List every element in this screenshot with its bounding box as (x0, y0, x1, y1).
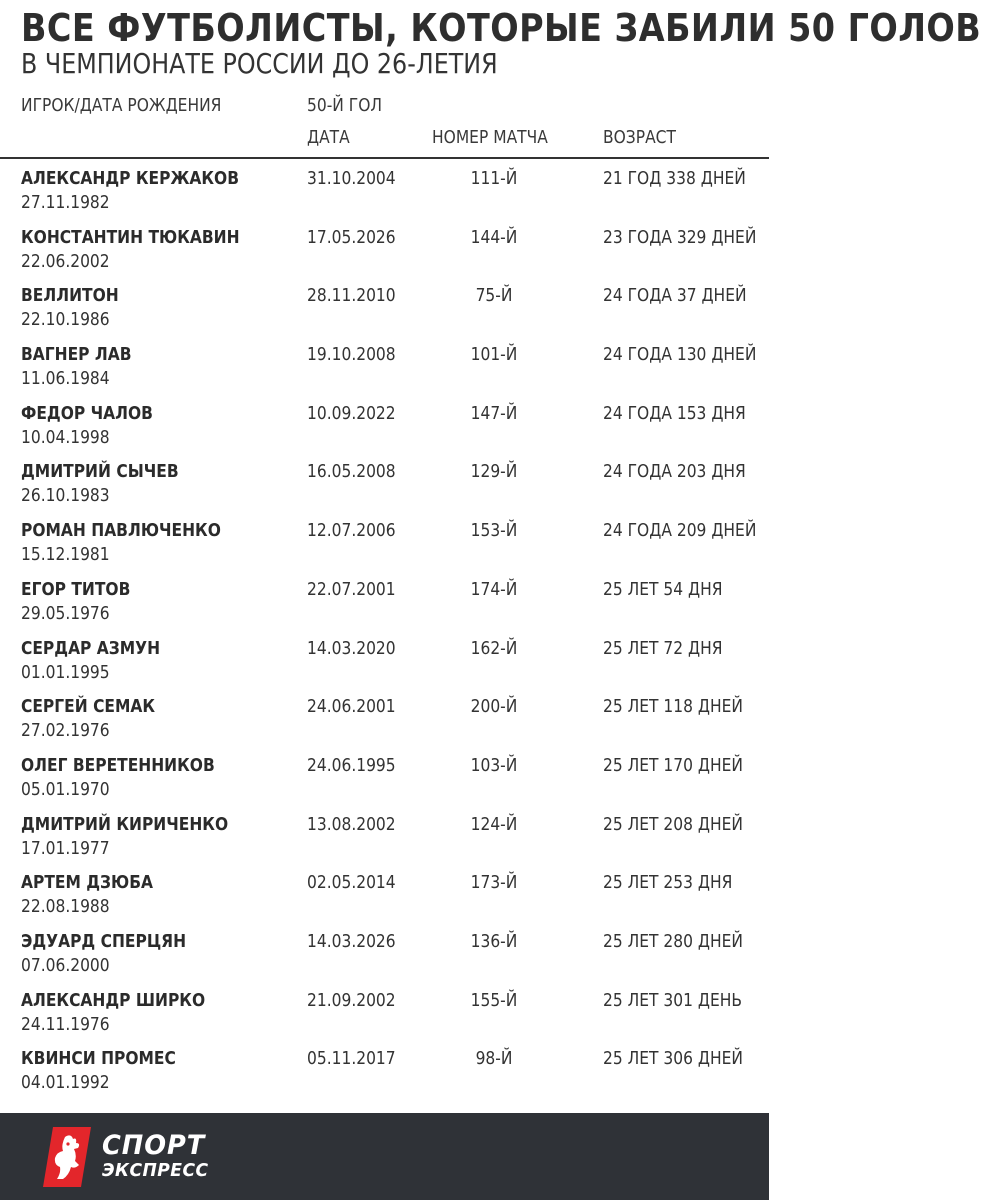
player-age: 21 ГОД 338 ДНЕЙ (603, 168, 746, 189)
match-number: 101-Й (470, 344, 518, 366)
player-age: 25 ЛЕТ 253 ДНЯ (603, 872, 733, 894)
match-number: 147-Й (470, 402, 518, 424)
player-birth-date: 29.05.1976 (21, 602, 110, 624)
table-row (0, 578, 769, 637)
player-age: 24 ГОДА 37 ДНЕЙ (603, 285, 747, 307)
table-row (0, 226, 769, 285)
table-row (0, 167, 769, 226)
player-age: 25 ЛЕТ 208 ДНЕЙ (603, 813, 743, 835)
goal-date: 02.05.2014 (307, 872, 396, 894)
goal-date: 21.09.2002 (307, 989, 396, 1011)
match-number: 173-Й (470, 872, 518, 894)
column-header-match-number: НОМЕР МАТЧА (432, 127, 548, 148)
goal-date: 17.05.2026 (307, 226, 396, 248)
player-birth-date: 04.01.1992 (21, 1072, 110, 1094)
player-birth-date: 22.10.1986 (21, 309, 110, 331)
match-number: 103-Й (470, 754, 518, 776)
player-birth-date: 05.01.1970 (21, 778, 110, 800)
player-birth-date: 22.08.1988 (21, 896, 110, 918)
player-name: ДМИТРИЙ КИРИЧЕНКО (21, 813, 229, 835)
match-number: 75-Й (475, 285, 513, 307)
goal-date: 14.03.2026 (307, 930, 396, 952)
player-birth-date: 22.06.2002 (21, 250, 110, 272)
player-age: 24 ГОДА 209 ДНЕЙ (603, 520, 757, 542)
column-header-player: ИГРОК/ДАТА РОЖДЕНИЯ (21, 95, 222, 116)
table-row (0, 1047, 769, 1106)
player-name: СЕРГЕЙ СЕМАК (21, 696, 156, 718)
goal-date: 13.08.2002 (307, 813, 396, 835)
page-title: ВСЕ ФУТБОЛИСТЫ, КОТОРЫЕ ЗАБИЛИ 50 ГОЛОВ (21, 6, 981, 50)
player-name: РОМАН ПАВЛЮЧЕНКО (21, 520, 221, 542)
player-birth-date: 26.10.1983 (21, 485, 110, 507)
player-age: 25 ЛЕТ 54 ДНЯ (603, 578, 723, 600)
logo-text-sport: СПОРТ (102, 1130, 206, 1161)
goal-date: 24.06.2001 (307, 696, 396, 718)
player-birth-date: 15.12.1981 (21, 544, 110, 566)
match-number: 136-Й (470, 930, 518, 952)
player-birth-date: 07.06.2000 (21, 954, 110, 976)
goal-date: 14.03.2020 (307, 637, 396, 659)
player-birth-date: 01.01.1995 (21, 661, 110, 683)
player-age: 25 ЛЕТ 118 ДНЕЙ (603, 696, 743, 718)
match-number: 174-Й (470, 578, 518, 600)
player-age: 25 ЛЕТ 301 ДЕНЬ (603, 989, 743, 1011)
column-group-50th-goal: 50-Й ГОЛ (307, 95, 383, 116)
match-number: 124-Й (470, 813, 518, 835)
table-row (0, 460, 769, 519)
player-name: СЕРДАР АЗМУН (21, 637, 161, 659)
table-row (0, 519, 769, 578)
match-number: 153-Й (470, 520, 518, 542)
player-age: 24 ГОДА 153 ДНЯ (603, 402, 746, 424)
goal-date: 31.10.2004 (307, 168, 396, 189)
match-number: 155-Й (470, 989, 518, 1011)
player-age: 24 ГОДА 203 ДНЯ (603, 461, 746, 483)
goal-date: 28.11.2010 (307, 285, 396, 307)
match-number: 162-Й (470, 637, 518, 659)
goal-date: 05.11.2017 (307, 1048, 396, 1070)
player-birth-date: 10.04.1998 (21, 426, 110, 448)
logo-text-express: ЭКСПРЕСС (102, 1160, 209, 1181)
player-name: ОЛЕГ ВЕРЕТЕННИКОВ (21, 754, 215, 776)
player-name: ВАГНЕР ЛАВ (21, 344, 132, 366)
table-row (0, 989, 769, 1048)
column-header-age: ВОЗРАСТ (603, 127, 676, 148)
column-header-date: ДАТА (307, 127, 350, 148)
player-name: ДМИТРИЙ СЫЧЕВ (21, 461, 179, 483)
goal-date: 22.07.2001 (307, 578, 396, 600)
player-name: КВИНСИ ПРОМЕС (21, 1048, 176, 1070)
player-name: ЭДУАРД СПЕРЦЯН (21, 930, 187, 952)
player-name: КОНСТАНТИН ТЮКАВИН (21, 226, 240, 248)
goal-date: 16.05.2008 (307, 461, 396, 483)
player-name: АЛЕКСАНДР ШИРКО (21, 989, 206, 1011)
player-age: 25 ЛЕТ 280 ДНЕЙ (603, 930, 743, 952)
player-birth-date: 11.06.1984 (21, 368, 110, 390)
player-age: 23 ГОДА 329 ДНЕЙ (603, 226, 757, 248)
goal-date: 12.07.2006 (307, 520, 396, 542)
player-birth-date: 24.11.1976 (21, 1013, 110, 1035)
match-number: 144-Й (470, 226, 518, 248)
match-number: 129-Й (470, 461, 518, 483)
match-number: 200-Й (470, 696, 518, 718)
goal-date: 19.10.2008 (307, 344, 396, 366)
page-subtitle: В ЧЕМПИОНАТЕ РОССИИ ДО 26-ЛЕТИЯ (21, 47, 498, 80)
match-number: 111-Й (470, 168, 518, 189)
player-age: 25 ЛЕТ 72 ДНЯ (603, 637, 723, 659)
footer-bar (0, 1113, 769, 1200)
table-row (0, 343, 769, 402)
player-name: ЕГОР ТИТОВ (21, 578, 131, 600)
player-age: 24 ГОДА 130 ДНЕЙ (603, 344, 757, 366)
player-name: ВЕЛЛИТОН (21, 285, 119, 307)
player-birth-date: 27.02.1976 (21, 720, 110, 742)
goal-date: 10.09.2022 (307, 402, 396, 424)
player-name: АЛЕКСАНДР КЕРЖАКОВ (21, 168, 240, 189)
player-age: 25 ЛЕТ 170 ДНЕЙ (603, 754, 743, 776)
players-table (0, 167, 769, 1106)
table-row (0, 813, 769, 872)
player-name: ФЕДОР ЧАЛОВ (21, 402, 153, 424)
table-row (0, 637, 769, 696)
player-name: АРТЕМ ДЗЮБА (21, 872, 153, 894)
match-number: 98-Й (475, 1048, 513, 1070)
header-divider (0, 157, 769, 159)
table-row (0, 695, 769, 754)
table-row (0, 930, 769, 989)
player-birth-date: 17.01.1977 (21, 837, 110, 859)
table-row (0, 754, 769, 813)
player-birth-date: 27.11.1982 (21, 192, 110, 213)
table-row (0, 871, 769, 930)
goal-date: 24.06.1995 (307, 754, 396, 776)
rooster-logo-icon (41, 1125, 93, 1189)
table-row (0, 402, 769, 461)
player-age: 25 ЛЕТ 306 ДНЕЙ (603, 1048, 743, 1070)
table-row (0, 284, 769, 343)
